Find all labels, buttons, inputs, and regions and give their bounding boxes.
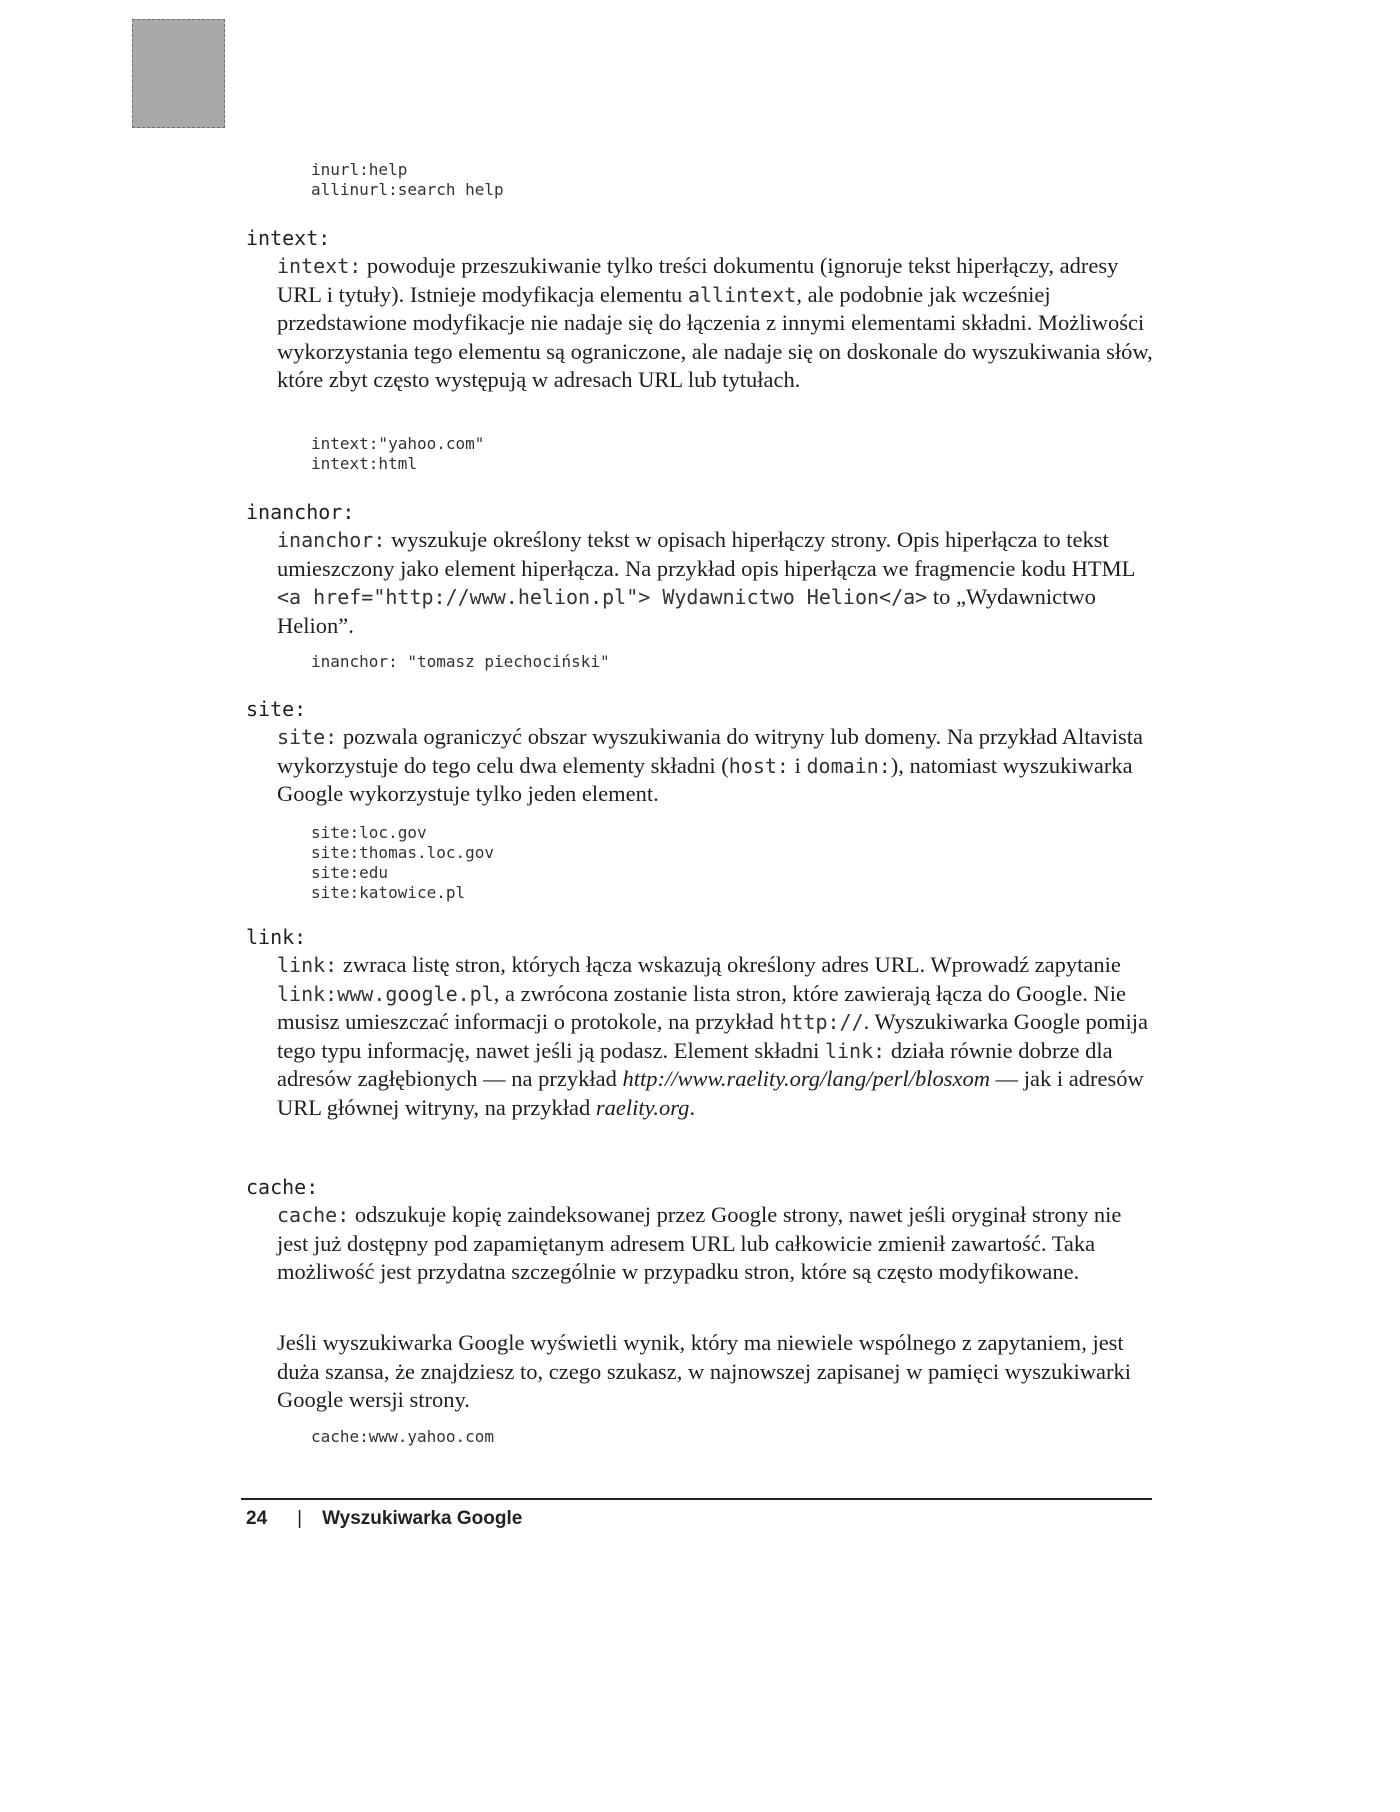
text-run: , ale podobnie jak wcześniej przedstawione modyfikacje nie nadaje się do łączenia z innymi elementami składni. Możliwości wykorzystania tego elementu są ograniczone, ale nadaje się on doskonale do wyszukiwania słów, które zbyt często występują w adresach URL lub tytułach.: [277, 281, 1153, 392]
text-run: zwraca listę stron, których łącza wskazują określony adres URL. Wprowadź zapytanie: [337, 952, 1121, 977]
text-run: .: [689, 1094, 696, 1120]
inline-code: allintext: [687, 282, 797, 307]
term-link: link:: [246, 925, 307, 949]
italic-url: raelity.org: [595, 1094, 690, 1120]
text-run: , a zwrócona zostanie lista stron, które zawierają łącza do Google. Nie musisz umieszczać informacji o protokole, na przykład: [277, 980, 1126, 1034]
term-inanchor: inanchor:: [246, 500, 355, 524]
page-footer: [246, 1508, 522, 1530]
paragraph-site: [277, 723, 1157, 809]
text-run: działa równie dobrze dla adresów zagłębionych — na przykład: [277, 1037, 1113, 1091]
code-example-cache: cache:www.yahoo.com: [311, 1427, 495, 1446]
inline-code: inanchor:: [277, 528, 386, 552]
footer-separator: |: [297, 1508, 303, 1529]
text-run: wyszukuje określony tekst w opisach hiperłączy strony. Opis hiperłącza to tekst umieszczony jako element hiperłącza. Na przykład opis hiperłącza we fragmencie kodu HTML: [277, 527, 1135, 581]
inline-code: host:: [728, 753, 789, 778]
term-site: site:: [246, 697, 307, 721]
text-run: odszukuje kopię zaindeksowanej przez Google strony, nawet jeśli oryginał strony nie jest już dostępny pod zapamiętanym adresem URL lub całkowicie zmienił zawartość. Taka możliwość jest przydatna szczególnie w przypadku stron, które są często modyfikowane.: [277, 1202, 1122, 1284]
inline-code: intext:: [277, 254, 362, 278]
term-intext: intext:: [246, 226, 331, 250]
text-run: — jak i adresów URL głównej witryny, na przykład: [277, 1066, 1144, 1120]
text-run: pozwala ograniczyć obszar wyszukiwania do witryny lub domeny. Na przykład Altavista wykorzystuje do tego celu dwa elementy składni (: [277, 724, 1144, 778]
term-cache: cache:: [246, 1175, 319, 1199]
paragraph-cache: [277, 1201, 1157, 1287]
text-run: to „Wydawnictwo Helion”.: [277, 584, 1096, 638]
inline-code: site:: [277, 725, 338, 749]
inline-code: domain:: [806, 753, 891, 778]
text-run: i: [788, 752, 807, 778]
corner-placeholder-box: [132, 19, 225, 128]
text-run: powoduje przeszukiwanie tylko treści dokumentu (ignoruje tekst hiperłączy, adresy URL i tytuły). Istnieje modyfikacja elementu: [277, 253, 1119, 307]
code-example-inanchor: inanchor: "tomasz piechociński": [311, 652, 610, 671]
page-number: 24: [246, 1508, 268, 1529]
book-title: Wyszukiwarka Google: [322, 1508, 523, 1529]
paragraph-cache-second: Jeśli wyszukiwarka Google wyświetli wynik, który ma niewiele wspólnego z zapytaniem, jest duża szansa, że znajdziesz to, czego szukasz, w najnowszej zapisanej w pamięci wyszukiwarki Google wersji strony.: [277, 1330, 1132, 1412]
inline-code: http://: [779, 1010, 864, 1034]
inline-code: <a href="http://www.helion.pl"> Wydawnictwo Helion</a>: [277, 585, 928, 609]
italic-url: http://www.raelity.org/lang/perl/blosxom: [622, 1066, 991, 1091]
footer-divider: [241, 1498, 1152, 1500]
paragraph-inanchor: [277, 526, 1157, 640]
inline-code: link:: [277, 953, 338, 977]
code-example-site: site:loc.gov site:thomas.loc.gov site:edu site:katowice.pl: [311, 823, 495, 902]
inline-code: link:www.google.pl: [277, 981, 494, 1006]
inline-code: cache:: [277, 1203, 350, 1227]
paragraph-intext: [277, 252, 1157, 395]
text-run: ), natomiast wyszukiwarka Google wykorzystuje tylko jeden element.: [277, 752, 1133, 806]
code-example-intext: intext:"yahoo.com" intext:html: [311, 434, 485, 473]
code-example-inurl: inurl:help allinurl:search help: [311, 160, 504, 199]
text-run: . Wyszukiwarka Google pomija tego typu informację, nawet jeśli ją podasz. Element składni: [277, 1009, 1149, 1063]
inline-code: link:: [824, 1038, 886, 1063]
paragraph-link: [277, 951, 1157, 1122]
